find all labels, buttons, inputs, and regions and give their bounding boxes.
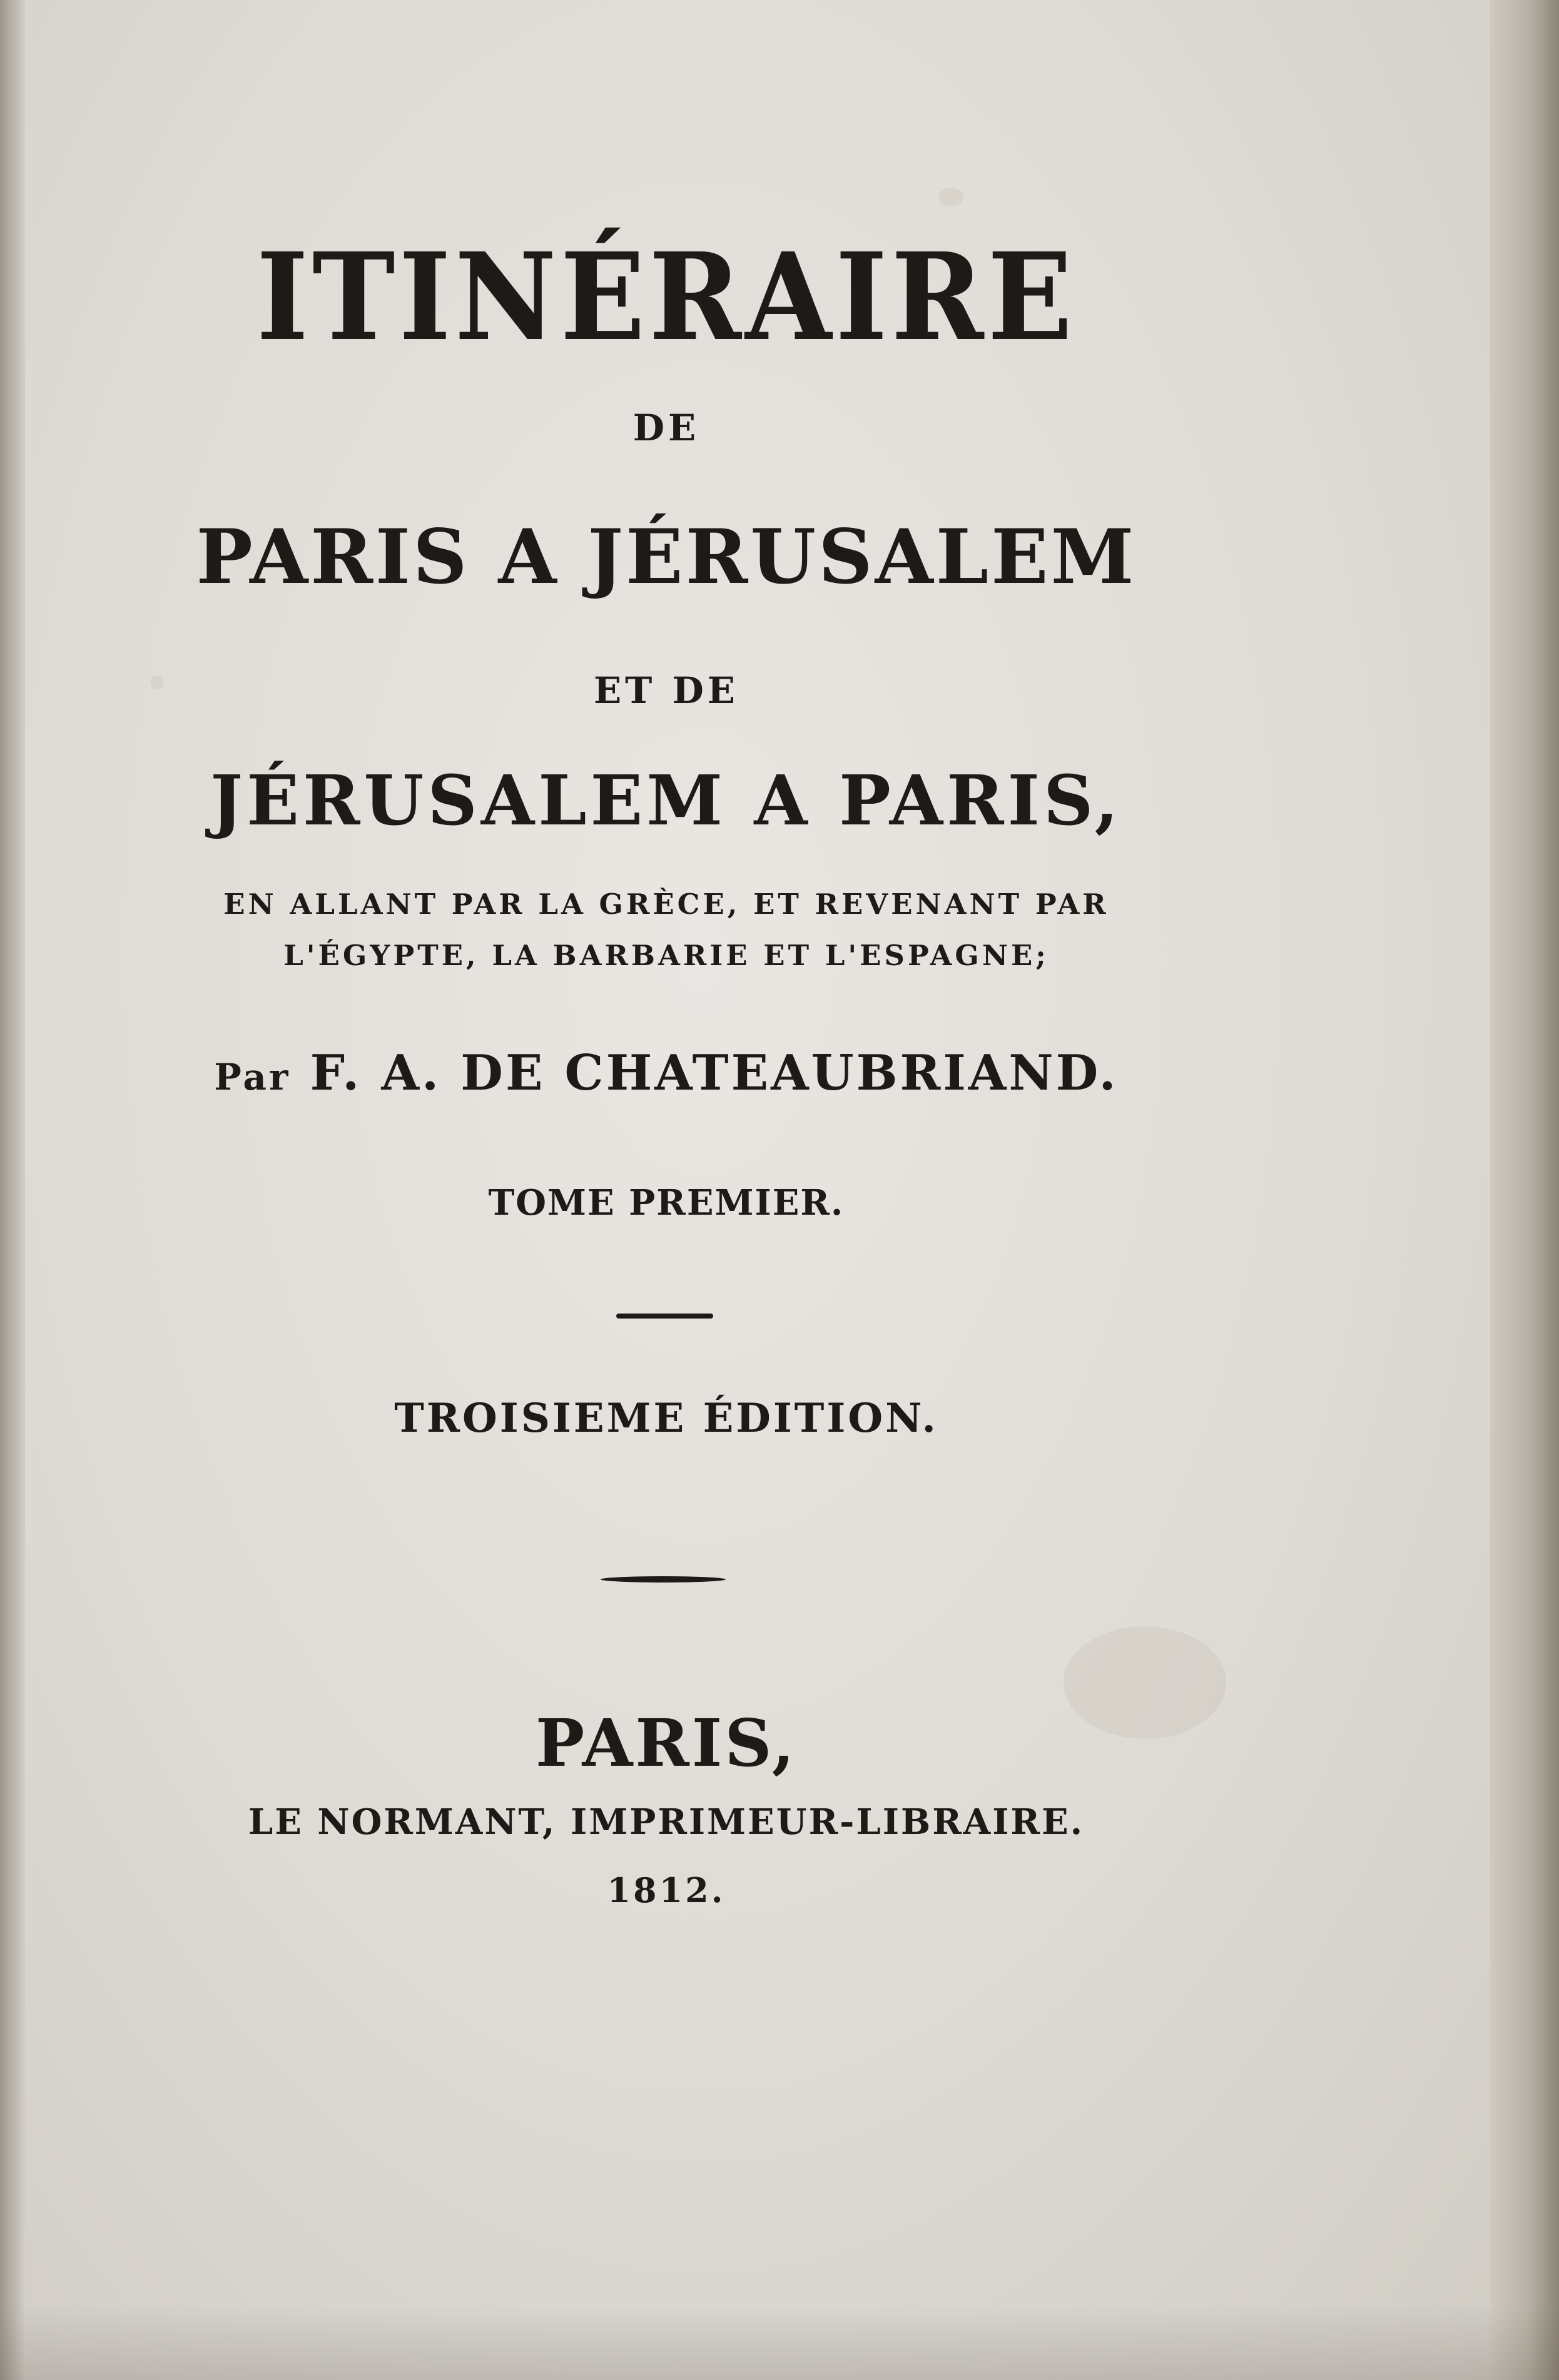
author-prefix: Par bbox=[214, 1056, 291, 1098]
page-bottom-shadow bbox=[0, 2305, 1559, 2380]
subtitle-line-2: L'ÉGYPTE, LA BARBARIE ET L'ESPAGNE; bbox=[283, 939, 1049, 972]
edition-label: TROISIEME ÉDITION. bbox=[394, 1395, 938, 1442]
book-title: ITINÉRAIRE bbox=[256, 226, 1077, 368]
ornamental-swelled-rule bbox=[601, 1576, 726, 1582]
subtitle-itinerary bbox=[0, 879, 1333, 981]
subtitle-line-1: EN ALLANT PAR LA GRÈCE, ET REVENANT PAR bbox=[223, 888, 1109, 921]
author-line bbox=[0, 1045, 1333, 1101]
imprint-city: PARIS, bbox=[535, 1704, 797, 1781]
volume-label: TOME PREMIER. bbox=[488, 1182, 845, 1223]
title-connector-et-de: ET DE bbox=[593, 669, 739, 712]
ornamental-rule bbox=[616, 1314, 713, 1319]
page-right-edge bbox=[1490, 0, 1559, 2380]
route-jerusalem-paris: JÉRUSALEM A PARIS, bbox=[210, 760, 1122, 841]
imprint-publisher: LE NORMANT, IMPRIMEUR-LIBRAIRE. bbox=[248, 1801, 1085, 1843]
paper-stain bbox=[938, 188, 963, 206]
route-paris-jerusalem: PARIS A JÉRUSALEM bbox=[196, 513, 1137, 601]
imprint-year: 1812. bbox=[607, 1870, 726, 1910]
title-connector-de: DE bbox=[632, 407, 700, 449]
author-name: F. A. DE CHATEAUBRIAND. bbox=[310, 1045, 1119, 1101]
